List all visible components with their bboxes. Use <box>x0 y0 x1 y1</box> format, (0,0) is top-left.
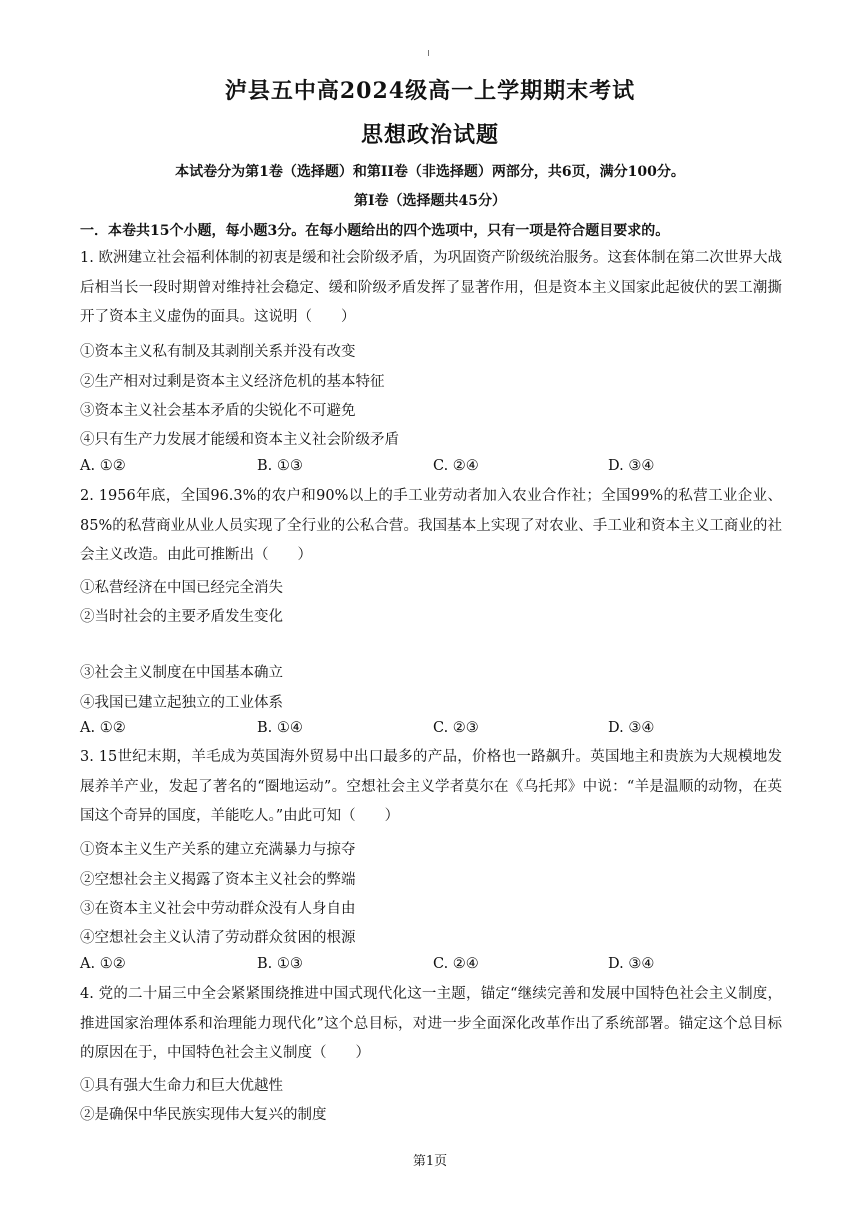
question-1-item-4: ④只有生产力发展才能缓和资本主义社会阶级矛盾 <box>80 432 399 448</box>
question-4-item-2: ②是确保中华民族实现伟大复兴的制度 <box>80 1107 327 1123</box>
question-3-item-4: ④空想社会主义认清了劳动群众贫困的根源 <box>80 930 356 946</box>
question-1-item-2: ②生产相对过剩是资本主义经济危机的基本特征 <box>80 374 385 390</box>
option-a: A. ①② <box>80 956 126 972</box>
question-2-item-2: ②当时社会的主要矛盾发生变化 <box>80 609 283 625</box>
question-1-item-3: ③资本主义社会基本矛盾的尖锐化不可避免 <box>80 403 356 419</box>
exam-note: 本试卷分为第1卷（选择题）和第II卷（非选择题）两部分，共6页，满分100分。 <box>175 164 685 180</box>
question-2-stem: 2. 1956年底，全国96.3%的农户和90%以上的手工业劳动者加入农业合作社；全国99%的私营工业企业、85%的私营商业从业人员实现了全行业的公私合营。我国基本上实现了对农业、手工业和资本主义工商业的社会主义改造。由此可推断出（ ） <box>80 488 782 563</box>
question-3-item-1: ①资本主义生产关系的建立充满暴力与掠夺 <box>80 842 356 858</box>
question-4-item-1: ①具有强大生命力和巨大优越性 <box>80 1078 283 1094</box>
option-b: B. ①③ <box>257 956 303 972</box>
question-1-item-1: ①资本主义私有制及其剥削关系并没有改变 <box>80 344 356 360</box>
question-3-stem: 3. 15世纪末期，羊毛成为英国海外贸易中出口最多的产品，价格也一路飙升。英国地主和贵族为大规模地发展养羊产业，发起了著名的“圈地运动”。空想社会主义学者莫尔在《乌托邦》中说：“羊是温顺的动物，在英国这个奇异的国度，羊能吃人。”由此可知（ ） <box>80 749 782 824</box>
question-2-item-1: ①私营经济在中国已经完全消失 <box>80 580 283 596</box>
option-d: D. ③④ <box>608 956 655 972</box>
question-2-item-4: ④我国已建立起独立的工业体系 <box>80 695 283 711</box>
question-1-options <box>80 458 782 478</box>
page-top-mark <box>428 50 429 56</box>
question-3-item-3: ③在资本主义社会中劳动群众没有人身自由 <box>80 901 356 917</box>
option-c: C. ②③ <box>433 720 479 736</box>
option-b: B. ①④ <box>257 720 303 736</box>
option-a: A. ①② <box>80 458 126 474</box>
option-c: C. ②④ <box>433 458 479 474</box>
section-instruction: 一．本卷共15个小题，每小题3分。在每小题给出的四个选项中，只有一项是符合题目要求的。 <box>80 223 670 239</box>
page-number: 第1页 <box>412 1154 448 1169</box>
question-4-stem: 4. 党的二十届三中全会紧紧围绕推进中国式现代化这一主题，锚定“继续完善和发展中国特色社会主义制度，推进国家治理体系和治理能力现代化”这个总目标，对进一步全面深化改革作出了系统部署。锚定这个总目标的原因在于，中国特色社会主义制度（ ） <box>80 986 782 1061</box>
exam-title: 泸县五中高2024级高一上学期期末考试 <box>224 78 636 104</box>
question-2-item-3: ③社会主义制度在中国基本确立 <box>80 665 283 681</box>
option-b: B. ①③ <box>257 458 303 474</box>
question-3-options <box>80 956 782 976</box>
option-a: A. ①② <box>80 720 126 736</box>
option-d: D. ③④ <box>608 458 655 474</box>
question-1-stem: 1. 欧洲建立社会福利体制的初衷是缓和社会阶级矛盾，为巩固资产阶级统治服务。这套体制在第二次世界大战后相当长一段时期曾对维持社会稳定、缓和阶级矛盾发挥了显著作用，但是资本主义国家此起彼伏的罢工潮撕开了资本主义虚伪的面具。这说明（ ） <box>80 250 782 325</box>
question-3-item-2: ②空想社会主义揭露了资本主义社会的弊端 <box>80 872 356 888</box>
option-c: C. ②④ <box>433 956 479 972</box>
question-2-options <box>80 720 782 740</box>
part-heading: 第I卷（选择题共45分） <box>353 193 507 209</box>
option-d: D. ③④ <box>608 720 655 736</box>
exam-subject-title: 思想政治试题 <box>360 122 499 148</box>
